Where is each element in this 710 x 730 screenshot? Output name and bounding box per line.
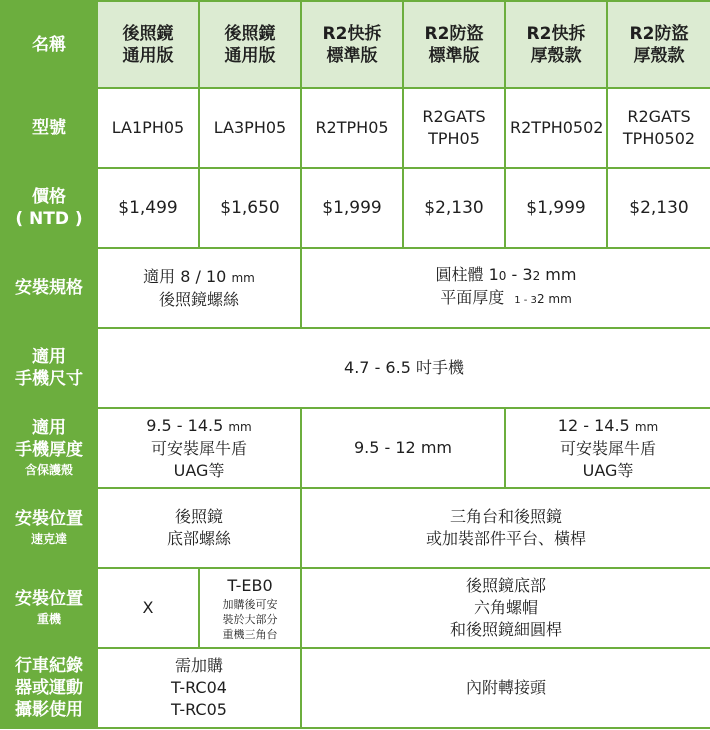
mount-spec-mirror-cell: 適用 8 / 10 mm 後照鏡螺絲 [97,248,301,328]
model-cell: LA1PH05 [97,88,199,168]
row-phone-thickness [1,408,710,488]
price-cell: $1,650 [199,168,301,248]
product-name-cell: R2防盜 標準版 [403,1,505,88]
product-name-cell: 後照鏡 通用版 [97,1,199,88]
product-name-cell: 後照鏡 通用版 [199,1,301,88]
row-header-phone-thickness: 適用 手機厚度 含保護殼 [1,408,97,488]
phone-size-cell: 4.7 - 6.5 吋手機 [97,328,710,408]
row-header-model: 型號 [1,88,97,168]
thickness-r2-standard-cell: 9.5 - 12 mm [301,408,505,488]
row-header-name: 名稱 [1,1,97,88]
model-cell: R2TPH0502 [505,88,607,168]
row-position-heavy [1,568,710,648]
scooter-mirror-cell: 後照鏡 底部螺絲 [97,488,301,568]
row-phone-size [1,328,710,408]
row-header-phone-size: 適用 手機尺寸 [1,328,97,408]
product-name-cell: R2快拆 厚殼款 [505,1,607,88]
row-price [1,168,710,248]
row-name [1,1,710,88]
mount-spec-r2-cell: 圓柱體 10 - 32 mm 平面厚度 1 - 32 mm [301,248,710,328]
price-cell: $1,999 [301,168,403,248]
row-header-price: 價格 ( NTD ) [1,168,97,248]
row-position-scooter [1,488,710,568]
thickness-mirror-cell: 9.5 - 14.5 mm 可安裝犀牛盾 UAG等 [97,408,301,488]
scooter-r2-cell: 三角台和後照鏡 或加裝部件平台、橫桿 [301,488,710,568]
price-cell: $2,130 [403,168,505,248]
row-camera [1,648,710,728]
camera-r2-cell: 內附轉接頭 [301,648,710,728]
product-name-cell: R2防盜 厚殼款 [607,1,710,88]
row-header-position-scooter: 安裝位置 速克達 [1,488,97,568]
product-name-cell: R2快拆 標準版 [301,1,403,88]
row-header-position-heavy: 安裝位置 重機 [1,568,97,648]
row-header-camera: 行車紀錄 器或運動 攝影使用 [1,648,97,728]
heavy-la3-cell: T-EB0 加購後可安 裝於大部分 重機三角台 [199,568,301,648]
model-cell: LA3PH05 [199,88,301,168]
row-header-mount-spec: 安裝規格 [1,248,97,328]
price-cell: $1,499 [97,168,199,248]
price-cell: $1,999 [505,168,607,248]
camera-mirror-cell: 需加購 T-RC04 T-RC05 [97,648,301,728]
heavy-r2-cell: 後照鏡底部 六角螺帽 和後照鏡細圓桿 [301,568,710,648]
thickness-r2-thick-cell: 12 - 14.5 mm 可安裝犀牛盾 UAG等 [505,408,710,488]
price-cell: $2,130 [607,168,710,248]
model-cell: R2TPH05 [301,88,403,168]
model-cell: R2GATS TPH0502 [607,88,710,168]
model-cell: R2GATS TPH05 [403,88,505,168]
row-mount-spec [1,248,710,328]
row-model [1,88,710,168]
heavy-la1-cell: X [97,568,199,648]
